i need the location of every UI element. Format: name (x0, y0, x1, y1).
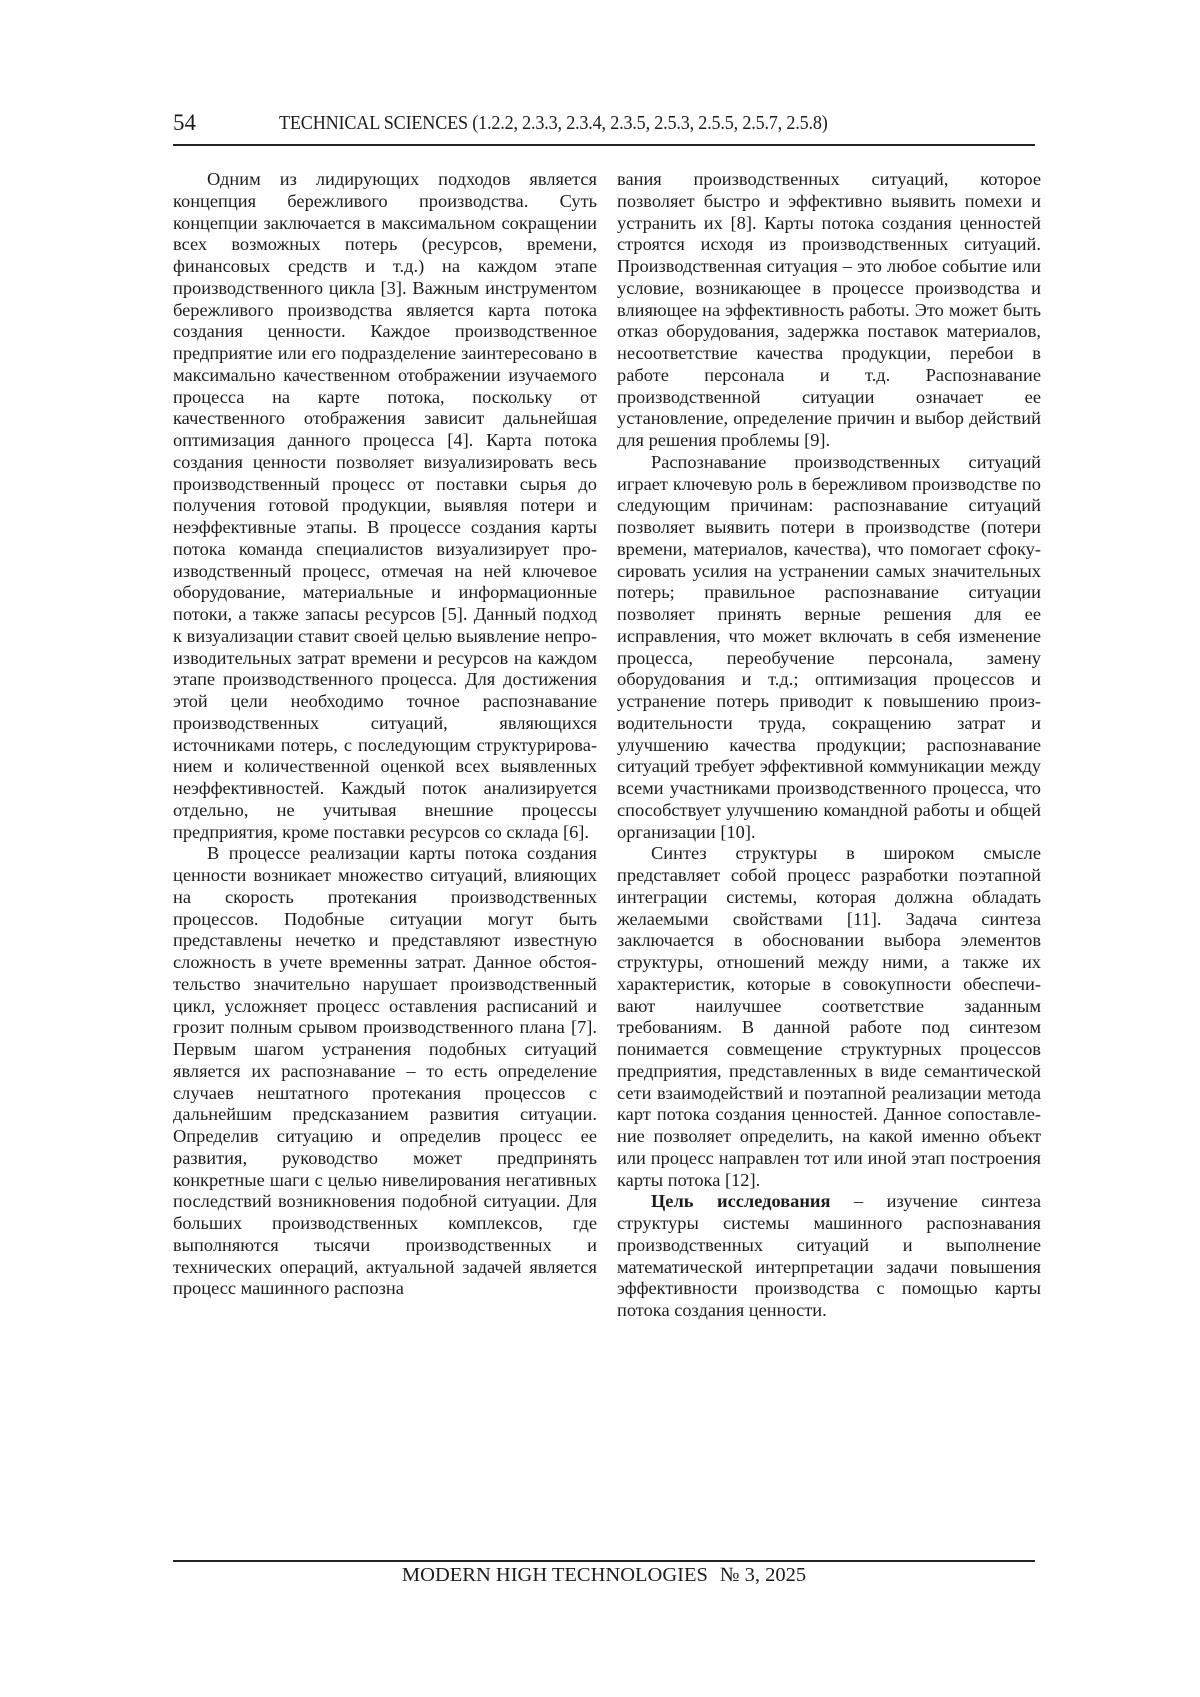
page-number: 54 (173, 110, 196, 135)
research-goal-paragraph (617, 1191, 1041, 1322)
page-footer (173, 1564, 1035, 1587)
footer-journal-name: MODERN HIGH TECHNOLOGIES (401, 1564, 708, 1586)
footer-issue: № 3, 2025 (719, 1564, 807, 1586)
paragraph: Синтез структуры в широком смысле представляет собой процесс разработки поэтапной интеграции системы, которая должна обладать желаемыми свойствами [11]. Задача синтеза заключается в обосновании выбора элементов структуры, отношений между ними, а также их характеристик, которые в совокупности обеспечивают наилучшее соответствие заданным требованиям. В данной работе под синтезом понимается совмещение структурных процессов предприятия, представленных в виде семантической сети взаимодействий и поэтапной реализации метода карт потока создания ценностей. Данное сопоставление позволяет определить, на какой именно объект или процесс направлен тот или иной этап построения карты потока [12]. (617, 843, 1041, 1190)
footer-rule (173, 1560, 1035, 1562)
journal-section-title: TECHNICAL SCIENCES (1.2.2, 2.3.3, 2.3.4, 2.3.5, 2.5.3, 2.5.5, 2.5.7, 2.5.8) (279, 113, 828, 134)
research-goal-label: Цель исследования (651, 1191, 831, 1212)
left-column (173, 169, 597, 1300)
research-goal-text: – изучение синтеза структуры системы машинного распознавания производственных ситуаций и выполнение математической интерпретации задачи повышения эффективности производства с помощью карты потока создания ценности. (617, 1191, 1041, 1320)
running-header (173, 106, 1035, 146)
paragraph-continuation: вания производственных ситуаций, которое позволяет быстро и эффективно выявить помехи и устранить их [8]. Карты потока создания ценностей строятся исходя из производственных ситуаций. Производственная ситуация – это любое событие или условие, возникающее в процессе производства и влияющее на эффективность работы. Это может быть отказ оборудования, задержка поставок материалов, несоответствие качества продукции, перебои в работе персонала и т.д. Распознавание производственной ситуации означает ее установление, определение причин и выбор действий для решения проблемы [9]. (617, 169, 1041, 450)
right-column (617, 169, 1041, 1322)
paragraph: В процессе реализации карты потока создания ценности возникает множество ситуаций, влияющих на скорость протекания производственных процессов. Подобные ситуации могут быть представлены нечетко и представляют известную сложность в учете временны затрат. Данное обстоятельство значительно нарушает производственный цикл, усложняет процесс оставления расписаний и грозит полным срывом производственного плана [7]. Первым шагом устранения подобных ситуаций является их распознавание – то есть определение случаев нештатного протекания процессов с дальнейшим предсказанием развития ситуации. Определив ситуацию и определив процесс ее развития, руководство может предпринять конкретные шаги с целью нивелирования негативных последствий возникновения подобной ситуации. Для больших производственных комплексов, где выполняются тысячи производственных и технических операций, актуальной задачей является процесс машинного распозна (173, 843, 597, 1299)
paragraph: Одним из лидирующих подходов является концепция бережливого производства. Суть концепции заключается в максимальном сокращении всех возможных потерь (ресурсов, времени, финансовых средств и т.д.) на каждом этапе производственного цикла [3]. Важным инструментом бережливого производства является карта потока создания ценности. Каждое производственное предприятие или его подразделение заинтересовано в максимально качественном отображении изучаемого процесса на карте потока, поскольку от качественного отображения зависит дальнейшая оптимизация данного процесса [4]. Карта потока создания ценности позволяет визуализировать весь производственный процесс от поставки сырья до получения готовой продукции, выявляя потери и неэффективные этапы. В процессе создания карты потока команда специалистов визуализирует производственный процесс, отмечая на ней ключевое оборудование, материальные и информационные потоки, а также запасы ресурсов [5]. Данный подход к визуализации ставит своей целью выявление непроизводительных затрат времени и ресурсов на каждом этапе производственного процесса. Для достижения этой цели необходимо точное распознавание производственных ситуаций, являющихся источниками потерь, с последующим структурированием и количественной оценкой всех выявленных неэффективностей. Каждый поток анализируется отдельно, не учитывая внешние процессы предприятия, кроме поставки ресурсов со склада [6]. (173, 169, 597, 842)
paragraph: Распознавание производственных ситуаций играет ключевую роль в бережливом производстве по следующим причинам: распознавание ситуаций позволяет выявить потери в производстве (потери времени, материалов, качества), что помогает сфокусировать усилия на устранении самых значительных потерь; правильное распознавание ситуации позволяет принять верные решения для ее исправления, что может включать в себя изменение процесса, переобучение персонала, замену оборудования и т.д.; оптимизация процессов и устранение потерь приводит к повышению производительности труда, сокращению затрат и улучшению качества продукции; распознавание ситуаций требует эффективной коммуникации между всеми участниками производственного процесса, что способствует улучшению командной работы и общей организации [10]. (617, 451, 1041, 842)
